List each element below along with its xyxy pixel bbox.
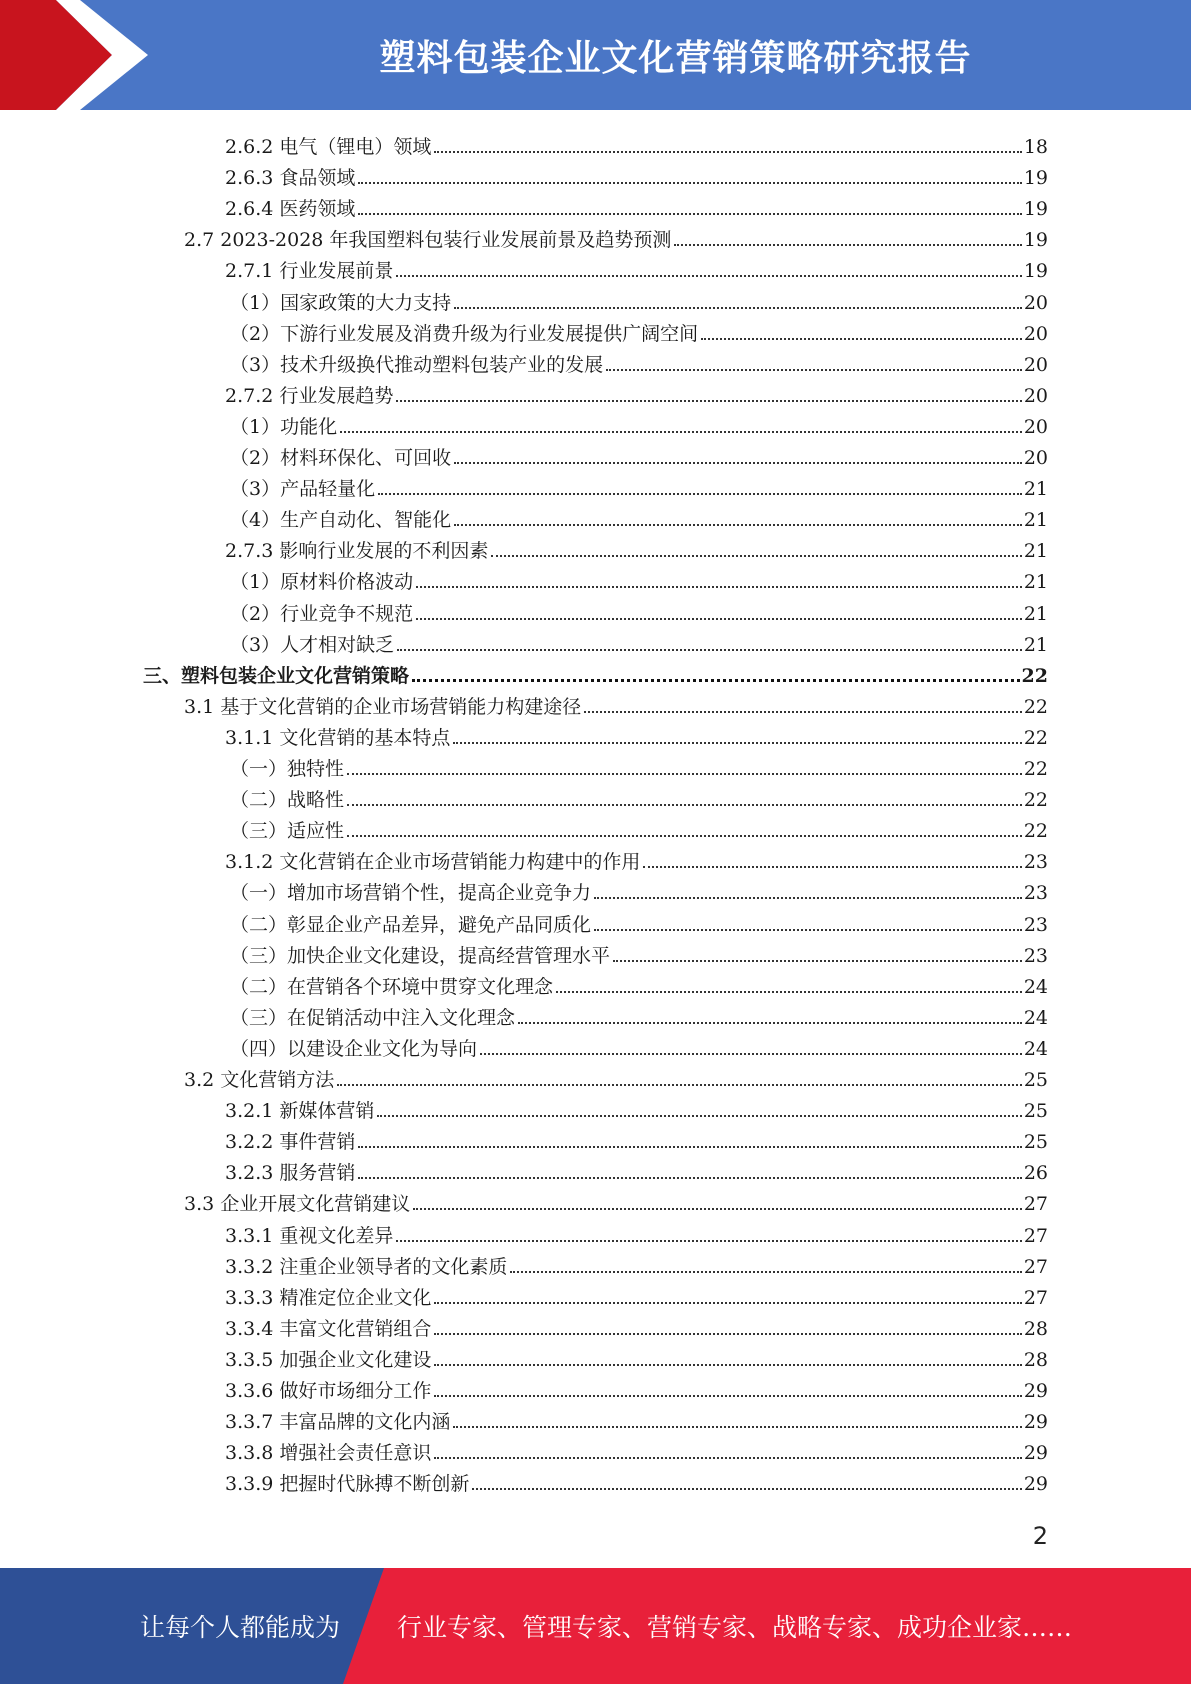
toc-leader-dots [434,151,1021,153]
toc-entry-label: （二）在营销各个环境中贯穿文化理念 [230,975,554,998]
toc-leader-dots [377,1115,1021,1117]
toc-entry-label: 3.3.6 做好市场细分工作 [225,1380,432,1402]
toc-entry[interactable] [230,345,1048,376]
toc-entry-label: （1）功能化 [230,415,338,438]
toc-leader-dots [396,400,1021,402]
toc-entry[interactable] [230,562,1048,593]
page-header [0,0,1191,110]
toc-entry-page: 25 [1023,1069,1048,1091]
footer-slogan-left: 让每个人都能成为 [140,1613,341,1642]
toc-entry-page: 20 [1023,291,1048,314]
toc-leader-dots [453,1426,1021,1428]
toc-entry-label: 三、塑料包装企业文化营销策略 [143,664,410,687]
toc-entry[interactable] [230,780,1048,811]
toc-entry-page: 20 [1023,353,1048,376]
toc-entry-label: 2.6.3 食品领域 [225,167,356,190]
toc-entry-label: （一）独特性 [230,758,345,780]
toc-entry-label: （2）材料环保化、可回收 [230,447,452,469]
toc-entry-label: （三）在促销活动中注入文化理念 [230,1006,516,1029]
toc-entry[interactable] [225,1464,1048,1495]
toc-entry-label: 3.3.8 增强社会责任意识 [225,1442,432,1465]
toc-entry-label: （2）下游行业发展及消费升级为行业发展提供广阔空间 [230,322,699,345]
toc-leader-dots [606,369,1022,371]
toc-entry-label: 3.1.1 文化营销的基本特点 [225,726,451,749]
toc-entry[interactable] [184,687,1048,718]
toc-entry-page: 20 [1023,447,1048,469]
toc-entry-label: （三）适应性 [230,820,345,843]
toc-entry[interactable] [225,842,1048,873]
toc-entry-page: 24 [1023,1037,1048,1060]
toc-entry[interactable] [225,1371,1048,1402]
toc-entry-page: 23 [1023,882,1048,905]
toc-entry-page: 26 [1023,1162,1048,1185]
toc-entry-label: （1）原材料价格波动 [230,571,414,594]
toc-entry-page: 18 [1023,136,1048,158]
toc-entry-page: 20 [1023,384,1048,407]
toc-leader-dots [613,960,1022,962]
toc-leader-dots [358,182,1021,184]
toc-entry-label: 3.3 企业开展文化营销建议 [184,1193,411,1216]
toc-leader-dots [358,1177,1021,1179]
toc-entry[interactable] [225,158,1048,189]
toc-entry-label: 3.3.7 丰富品牌的文化内涵 [225,1411,451,1434]
toc-entry-label: 3.2.3 服务营销 [225,1162,356,1185]
toc-entry-label: 3.2 文化营销方法 [184,1069,335,1091]
toc-leader-dots [454,524,1022,526]
toc-leader-dots [413,1208,1022,1210]
toc-entry-page: 21 [1023,509,1048,532]
toc-leader-dots [643,866,1021,868]
toc-entry[interactable] [225,1433,1048,1464]
toc-entry-label: （四）以建设企业文化为导向 [230,1037,478,1060]
toc-leader-dots [584,711,1022,713]
toc-entry-label: 3.1 基于文化营销的企业市场营销能力构建途径 [184,695,582,718]
toc-entry[interactable] [225,1091,1048,1122]
toc-entry[interactable] [230,407,1048,438]
toc-entry-label: （1）国家政策的大力支持 [230,291,452,314]
toc-entry-page: 29 [1023,1411,1048,1434]
toc-entry[interactable] [225,1216,1048,1247]
toc-leader-dots [454,462,1022,464]
toc-entry[interactable] [230,967,1048,998]
toc-entry-page: 27 [1023,1255,1048,1278]
toc-entry-page: 29 [1023,1473,1048,1496]
toc-entry[interactable] [230,1029,1048,1060]
toc-entry-label: 3.2.2 事件营销 [225,1131,356,1154]
toc-leader-dots [434,1395,1021,1397]
toc-leader-dots [434,1364,1021,1366]
toc-leader-dots [472,1488,1021,1490]
toc-entry-page: 22 [1023,695,1048,718]
page-footer [0,1568,1191,1684]
toc-leader-dots [347,773,1022,775]
footer-slogan-right: 行业专家、管理专家、营销专家、战略专家、成功企业家…… [397,1613,1073,1642]
toc-entry-page: 23 [1023,851,1048,874]
toc-entry-page: 19 [1023,229,1048,252]
toc-leader-dots [396,1240,1021,1242]
toc-entry[interactable] [225,1247,1048,1278]
toc-leader-dots [378,493,1022,495]
toc-entry-page: 21 [1023,602,1048,625]
toc-entry-page: 20 [1023,415,1048,438]
toc-entry-label: 2.7.2 行业发展趋势 [225,384,394,407]
toc-leader-dots [453,742,1021,744]
toc-entry-page: 28 [1023,1348,1048,1371]
toc-entry[interactable] [225,1340,1048,1371]
toc-leader-dots [397,649,1022,651]
toc-entry[interactable] [184,1060,1048,1091]
toc-entry-page: 23 [1023,913,1048,936]
toc-entry[interactable] [184,1184,1048,1215]
toc-entry[interactable] [230,936,1048,967]
toc-entry-page: 29 [1023,1442,1048,1465]
toc-entry[interactable] [225,189,1048,220]
toc-entry-label: 3.3.1 重视文化差异 [225,1224,394,1247]
toc-entry-page: 27 [1023,1193,1048,1216]
toc-leader-dots [518,1022,1022,1024]
toc-leader-dots [674,244,1021,246]
toc-entry-label: 2.6.2 电气（锂电）领域 [225,136,432,158]
toc-entry-page: 23 [1023,944,1048,967]
toc-entry-label: 3.3.5 加强企业文化建设 [225,1348,432,1371]
toc-entry[interactable] [230,283,1048,314]
toc-entry-label: 3.3.2 注重企业领导者的文化素质 [225,1255,508,1278]
toc-leader-dots [347,835,1022,837]
toc-leader-dots [434,1302,1021,1304]
toc-leader-dots [340,431,1022,433]
toc-entry[interactable] [225,1122,1048,1153]
toc-entry-label: （3）人才相对缺乏 [230,633,395,656]
toc-entry-label: （3）产品轻量化 [230,478,376,501]
toc-leader-dots [412,679,1020,682]
toc-entry-label: （三）加快企业文化建设，提高经营管理水平 [230,944,611,967]
toc-entry-label: 3.3.9 把握时代脉搏不断创新 [225,1473,470,1496]
toc-entry-page: 21 [1023,478,1048,501]
toc-entry-page: 21 [1023,633,1048,656]
toc-entry-label: 2.6.4 医药领域 [225,198,356,221]
toc-entry-page: 28 [1023,1317,1048,1340]
toc-leader-dots [454,307,1022,309]
toc-entry-page: 24 [1023,1006,1048,1029]
toc-entry[interactable] [230,625,1048,656]
toc-entry-page: 21 [1023,540,1048,563]
toc-entry-page: 19 [1023,198,1048,221]
toc-leader-dots [396,275,1021,277]
toc-leader-dots [416,618,1022,620]
toc-entry[interactable] [225,718,1048,749]
toc-entry[interactable] [225,1278,1048,1309]
toc-entry[interactable] [225,376,1048,407]
toc-entry[interactable] [225,1309,1048,1340]
toc-entry-label: （二）战略性 [230,789,345,812]
toc-entry[interactable] [225,1153,1048,1184]
toc-entry[interactable] [230,998,1048,1029]
toc-entry[interactable] [230,811,1048,842]
toc-entry[interactable] [230,905,1048,936]
toc-leader-dots [434,1457,1021,1459]
toc-leader-dots [491,555,1021,557]
toc-leader-dots [347,804,1022,806]
toc-leader-dots [337,1084,1022,1086]
toc-entry-page: 22 [1021,664,1048,687]
toc-leader-dots [434,1333,1021,1335]
toc-leader-dots [358,213,1021,215]
toc-entry[interactable] [225,1402,1048,1433]
toc-leader-dots [416,586,1022,588]
toc-entry-page: 21 [1023,571,1048,594]
toc-entry-label: （二）彰显企业产品差异，避免产品同质化 [230,913,592,936]
toc-leader-dots [701,338,1022,340]
toc-entry-page: 20 [1023,322,1048,345]
page-number: 2 [1032,1522,1048,1550]
toc-entry-page: 24 [1023,975,1048,998]
toc-leader-dots [480,1053,1022,1055]
toc-entry-label: （一）增加市场营销个性，提高企业竞争力 [230,882,592,905]
toc-entry-label: （4）生产自动化、智能化 [230,509,452,532]
toc-entry[interactable] [230,314,1048,345]
toc-leader-dots [510,1271,1021,1273]
toc-entry-label: 3.3.3 精准定位企业文化 [225,1286,432,1309]
toc-entry-label: 2.7 2023-2028 年我国塑料包装行业发展前景及趋势预测 [184,229,672,252]
toc-entry[interactable] [230,500,1048,531]
toc-entry-label: 2.7.1 行业发展前景 [225,260,394,283]
toc-entry-page: 27 [1023,1286,1048,1309]
toc-entry-label: 3.1.2 文化营销在企业市场营销能力构建中的作用 [225,851,641,874]
toc-entry[interactable] [225,251,1048,282]
toc-entry-page: 29 [1023,1380,1048,1402]
toc-entry-label: （2）行业竞争不规范 [230,602,414,625]
toc-entry[interactable] [184,220,1048,251]
toc-entry-label: 3.3.4 丰富文化营销组合 [225,1317,432,1340]
toc-entry-page: 19 [1023,167,1048,190]
toc-entry[interactable] [230,438,1048,469]
toc-entry[interactable] [225,127,1048,158]
toc-entry[interactable] [230,873,1048,904]
toc-entry[interactable] [225,531,1048,562]
toc-entry-page: 25 [1023,1131,1048,1154]
toc-entry[interactable] [143,656,1048,687]
toc-leader-dots [358,1146,1021,1148]
toc-entry-page: 22 [1023,758,1048,780]
toc-entry-page: 27 [1023,1224,1048,1247]
header-title: 塑料包装企业文化营销策略研究报告 [379,37,972,79]
toc-entry-page: 22 [1023,726,1048,749]
toc-leader-dots [594,929,1022,931]
toc-leader-dots [556,991,1022,993]
toc-entry-page: 22 [1023,820,1048,843]
toc-entry[interactable] [230,469,1048,500]
toc-entry-page: 22 [1023,789,1048,812]
toc-entry[interactable] [230,594,1048,625]
toc-leader-dots [594,897,1022,899]
toc-entry-page: 25 [1023,1100,1048,1123]
toc-entry-label: 3.2.1 新媒体营销 [225,1100,375,1123]
toc-entry-label: （3）技术升级换代推动塑料包装产业的发展 [230,353,604,376]
toc-entry[interactable] [230,749,1048,780]
toc-entry-label: 2.7.3 影响行业发展的不利因素 [225,540,489,563]
toc-entry-page: 19 [1023,260,1048,283]
